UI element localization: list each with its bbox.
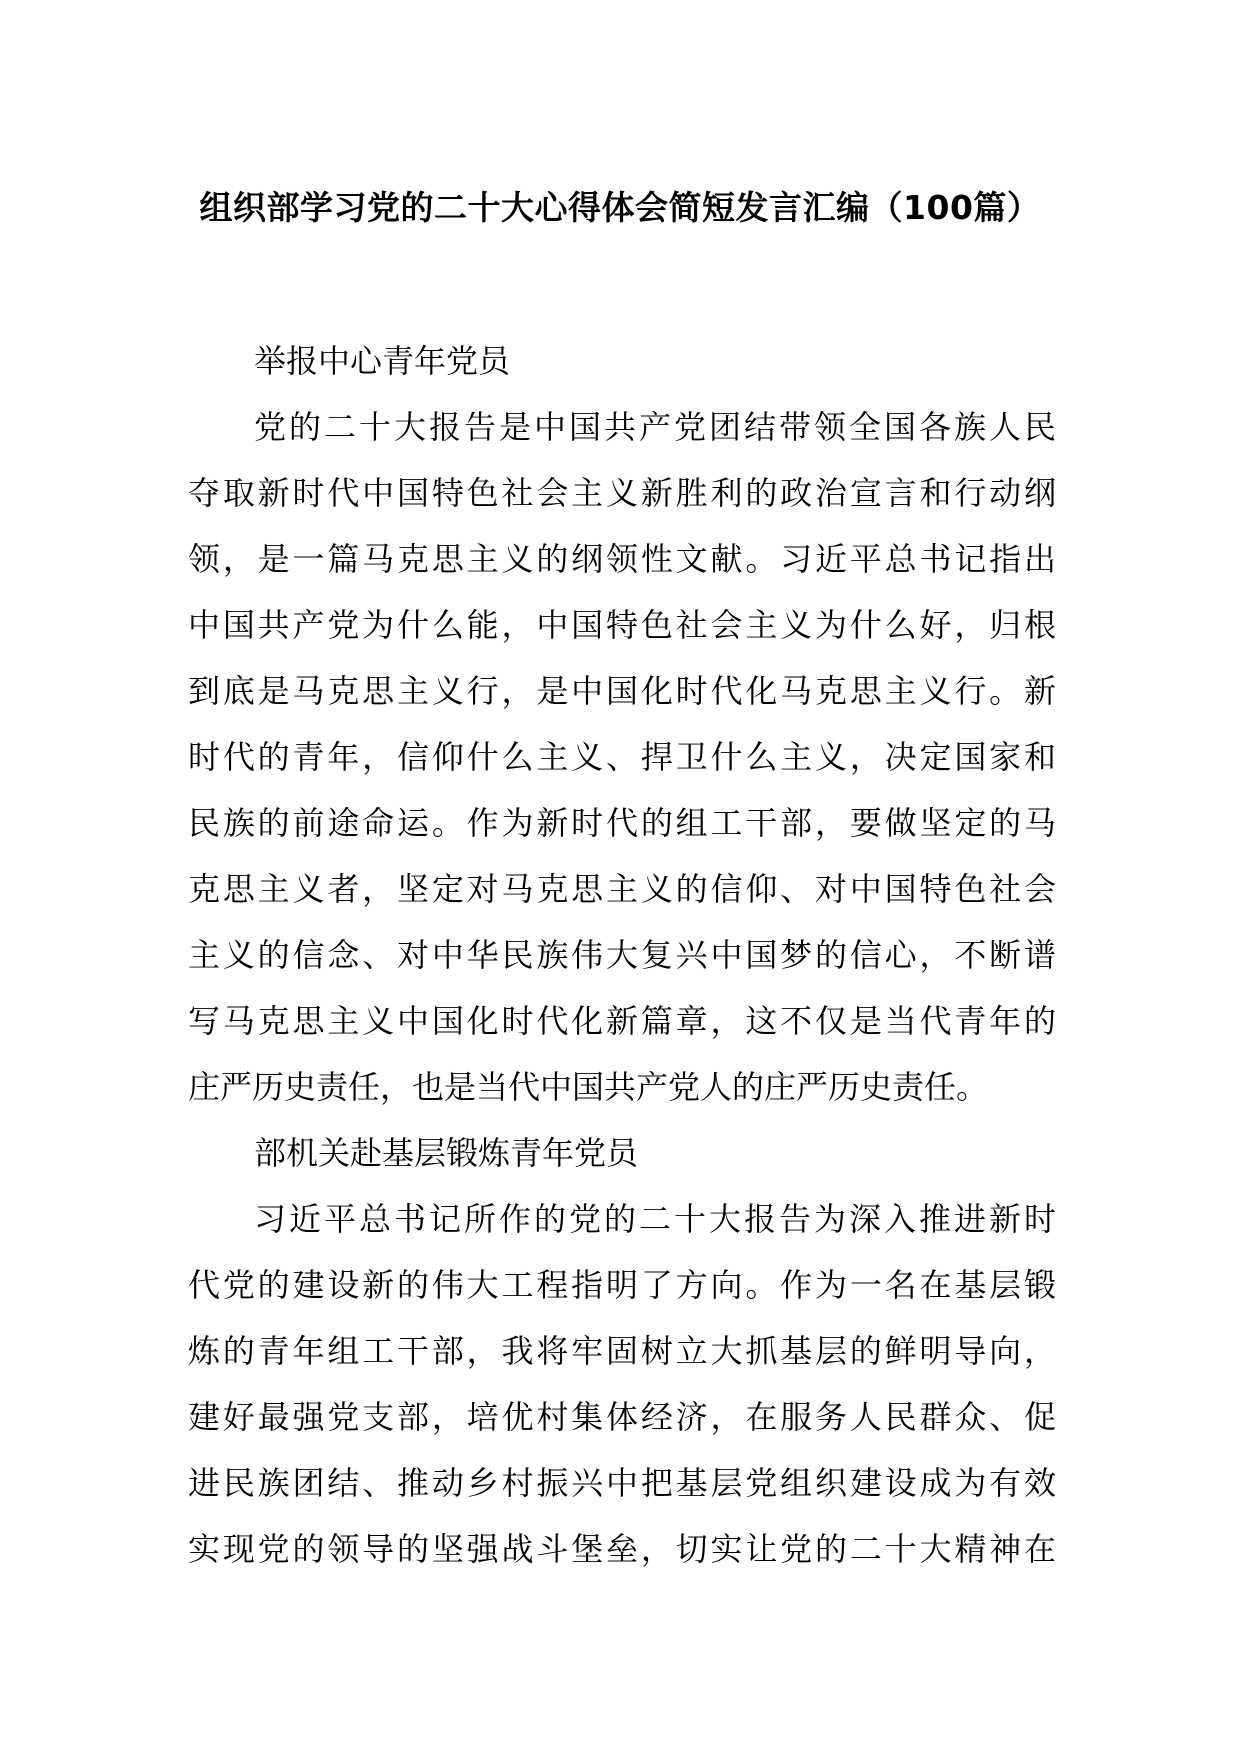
paragraph-line: 习近平总书记所作的党的二十大报告为深入推进新时 xyxy=(254,1200,1056,1238)
paragraph-line: 进民族团结、推动乡村振兴中把基层党组织建设成为有效 xyxy=(188,1464,1056,1502)
paragraph-line: 实现党的领导的坚强战斗堡垒，切实让党的二十大精神在 xyxy=(188,1530,1056,1568)
paragraph-line: 克思主义者，坚定对马克思主义的信仰、对中国特色社会 xyxy=(188,870,1056,908)
paragraph-line: 领，是一篇马克思主义的纲领性文献。习近平总书记指出 xyxy=(188,540,1056,578)
section-author: 举报中心青年党员 xyxy=(254,342,511,380)
paragraph-line: 炼的青年组工干部，我将牢固树立大抓基层的鲜明导向， xyxy=(188,1332,1056,1370)
section-paragraph xyxy=(188,1186,1056,1582)
paragraph-line: 主义的信念、对中华民族伟大复兴中国梦的信心，不断谱 xyxy=(188,936,1056,974)
section-author: 部机关赴基层锻炼青年党员 xyxy=(254,1134,639,1172)
paragraph-line: 民族的前途命运。作为新时代的组工干部，要做坚定的马 xyxy=(188,804,1056,842)
document-body xyxy=(188,328,1056,1582)
paragraph-line: 代党的建设新的伟大工程指明了方向。作为一名在基层锻 xyxy=(188,1266,1056,1304)
paragraph-line: 时代的青年，信仰什么主义、捍卫什么主义，决定国家和 xyxy=(188,738,1056,776)
paragraph-line: 写马克思主义中国化时代化新篇章，这不仅是当代青年的 xyxy=(188,1002,1056,1040)
paragraph-line: 夺取新时代中国特色社会主义新胜利的政治宣言和行动纲 xyxy=(188,474,1056,512)
paragraph-line: 中国共产党为什么能，中国特色社会主义为什么好，归根 xyxy=(188,606,1056,644)
paragraph-line: 庄严历史责任，也是当代中国共产党人的庄严历史责任。 xyxy=(188,1068,989,1106)
paragraph-line: 党的二十大报告是中国共产党团结带领全国各族人民 xyxy=(254,408,1056,446)
document-title: 组织部学习党的二十大心得体会简短发言汇编（100篇） xyxy=(199,188,1041,227)
paragraph-line: 到底是马克思主义行，是中国化时代化马克思主义行。新 xyxy=(188,672,1056,710)
section-paragraph xyxy=(188,394,1056,1120)
paragraph-line: 建好最强党支部，培优村集体经济，在服务人民群众、促 xyxy=(188,1398,1056,1436)
